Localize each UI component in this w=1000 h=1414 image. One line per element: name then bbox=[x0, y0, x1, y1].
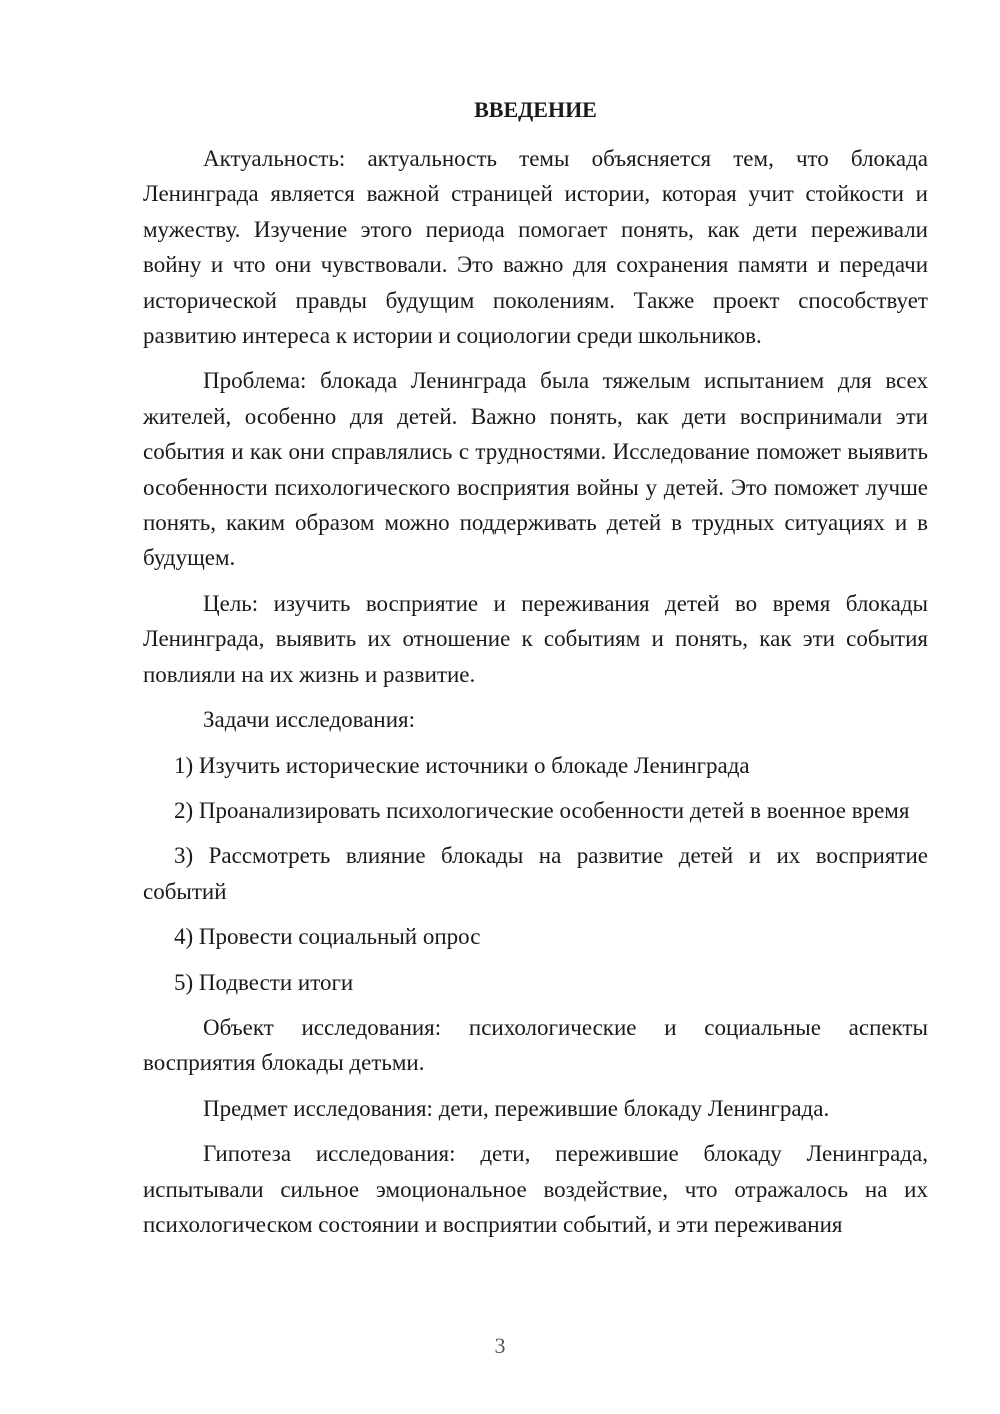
document-page bbox=[143, 92, 928, 1252]
subject-paragraph: Предмет исследования: дети, пережившие блокаду Ленинграда. bbox=[203, 1095, 830, 1121]
task-item: 4) Провести социальный опрос bbox=[174, 924, 481, 950]
task-item: 1) Изучить исторические источники о блокаде Ленинграда bbox=[174, 752, 750, 778]
goal-paragraph: Цель: изучить восприятие и переживания детей во время блокады Ленинграда, выявить их отношение к событиям и понять, как эти события повлияли на их жизнь и развитие. bbox=[143, 590, 928, 687]
page-number: 3 bbox=[494, 1333, 506, 1358]
task-item: 5) Подвести итоги bbox=[174, 969, 354, 995]
object-paragraph: Объект исследования: психологические и социальные аспекты восприятия блокады детьми. bbox=[143, 1014, 928, 1076]
task-item: 3) Рассмотреть влияние блокады на развитие детей и их восприятие событий bbox=[143, 843, 928, 904]
task-item: 2) Проанализировать психологические особенности детей в военное время bbox=[174, 797, 910, 823]
relevance-paragraph: Актуальность: актуальность темы объясняется тем, что блокада Ленинграда является важной страницей истории, которая учит стойкости и мужеству. Изучение этого периода помогает понять, как дети переживали войну и что они чувствовали. Это важно для сохранения памяти и передачи исторической правды будущим поколениям. Также проект способствует развитию интереса к истории и социологии среди школьников. bbox=[143, 146, 928, 349]
hypothesis-paragraph: Гипотеза исследования: дети, пережившие блокаду Ленинграда, испытывали сильное эмоциональное воздействие, что отражалось на их психологическом состоянии и восприятии событий, и эти переживания bbox=[143, 1141, 928, 1237]
tasks-intro: Задачи исследования: bbox=[203, 707, 416, 733]
page-title: ВВЕДЕНИЕ bbox=[474, 97, 597, 122]
problem-paragraph: Проблема: блокада Ленинграда была тяжелым испытанием для всех жителей, особенно для детей. Важно понять, как дети воспринимали эти события и как они справлялись с трудностями. Исследование поможет выявить особенности психологического восприятия войны у детей. Это поможет лучше понять, каким образом можно поддерживать детей в трудных ситуациях и в будущем. bbox=[143, 368, 928, 571]
